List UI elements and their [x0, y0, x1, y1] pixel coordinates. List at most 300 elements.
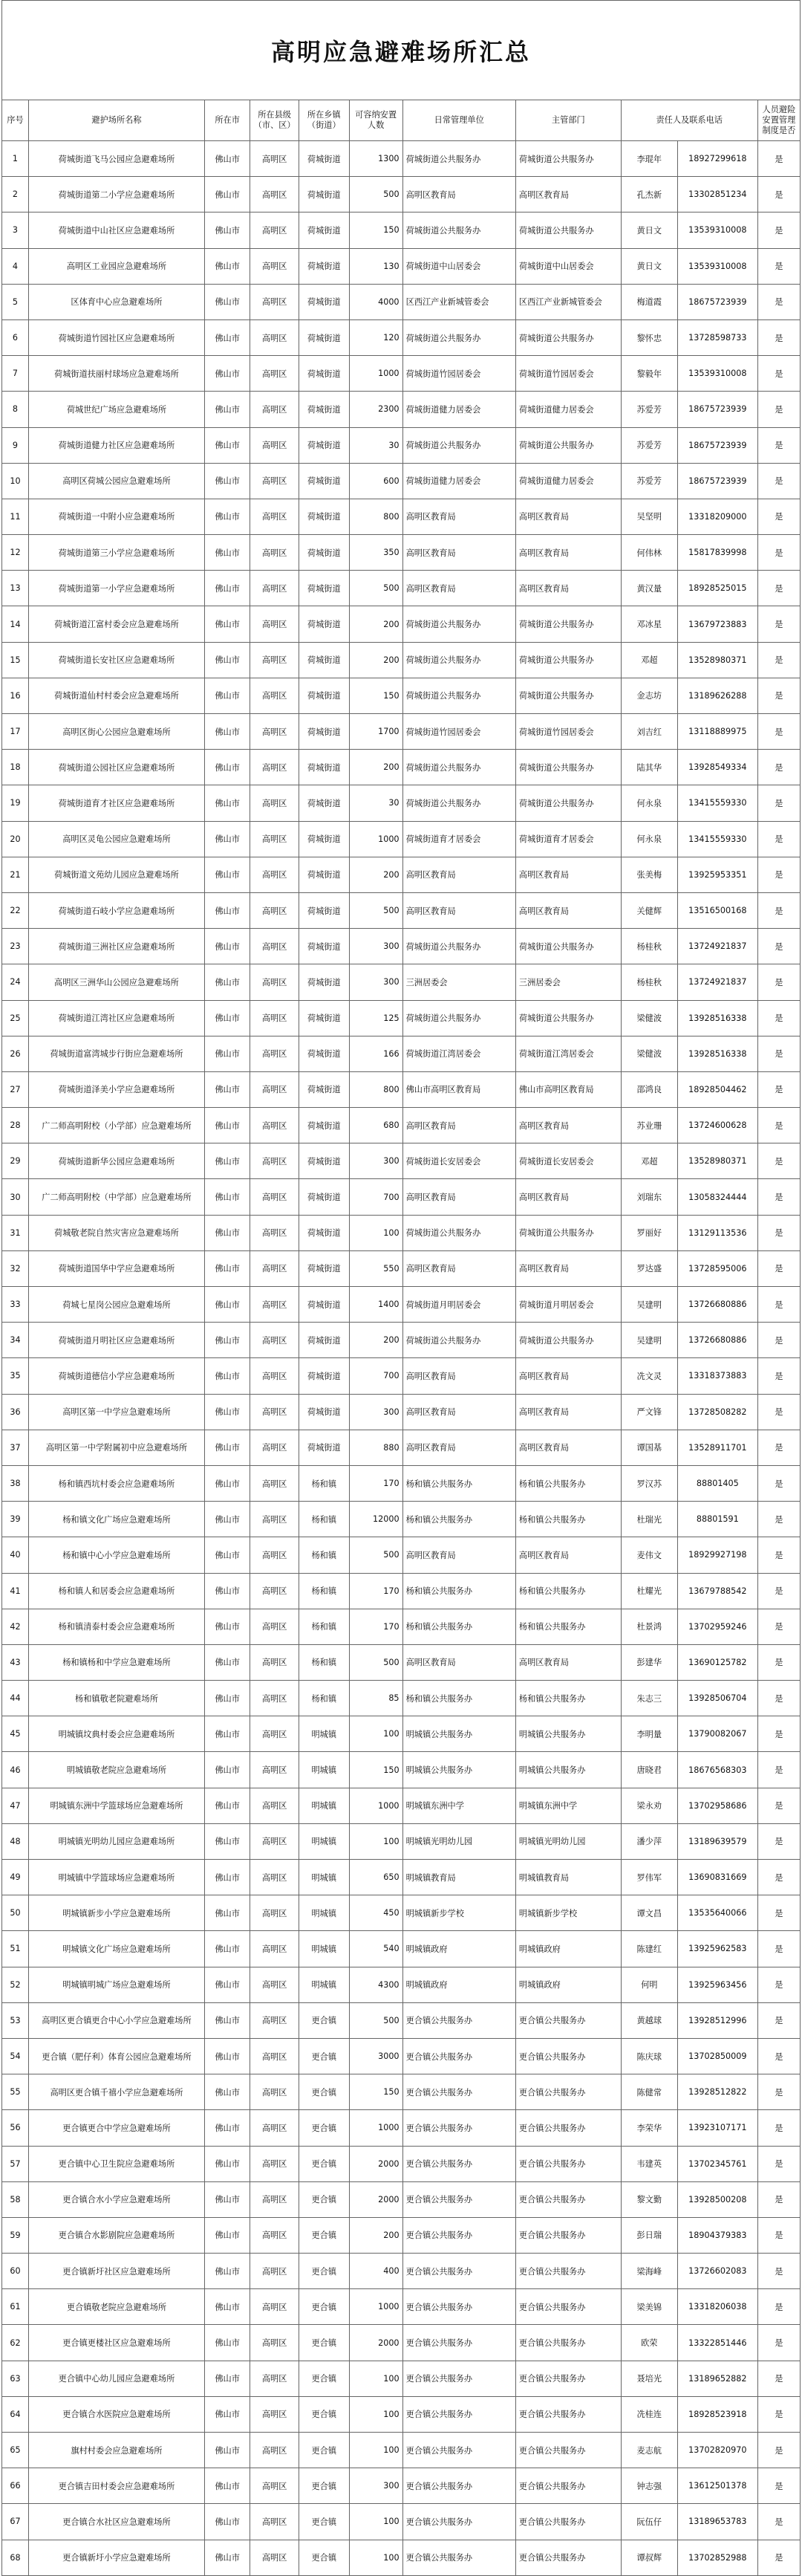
row-index-cell: 4	[2, 248, 29, 284]
row-index-cell: 28	[2, 1108, 29, 1143]
manager-cell: 杨和镇公共服务办	[402, 1465, 515, 1501]
contact-person-cell: 梁美锦	[621, 2289, 677, 2325]
table-row	[2, 2038, 801, 2074]
district-cell: 高明区	[250, 2361, 299, 2396]
contact-person-cell: 邓冰星	[621, 606, 677, 642]
policy-status-cell: 是	[757, 1287, 800, 1323]
contact-phone-cell: 13318209000	[677, 499, 757, 534]
header-district: 所在县级（市、区）	[250, 100, 299, 141]
shelter-name-cell: 明城镇光明幼儿园应急避难场所	[28, 1823, 204, 1859]
authority-cell: 荷城街道公共服务办	[515, 929, 621, 964]
authority-cell: 更合镇公共服务办	[515, 2289, 621, 2325]
manager-cell: 高明区教育局	[402, 1108, 515, 1143]
shelter-name-cell: 荷城街道德信小学应急避难场所	[28, 1358, 204, 1394]
contact-phone-cell: 18675723939	[677, 463, 757, 499]
policy-status-cell: 是	[757, 1250, 800, 1286]
shelter-name-cell: 高明区三洲华山公园应急避难场所	[28, 964, 204, 1000]
row-index-cell: 60	[2, 2254, 29, 2289]
table-header-row	[2, 100, 801, 141]
policy-status-cell: 是	[757, 1215, 800, 1250]
table-row	[2, 284, 801, 319]
authority-cell: 荷城街道长安居委会	[515, 1143, 621, 1179]
town-cell: 更合镇	[299, 2433, 349, 2468]
table-row	[2, 2468, 801, 2504]
table-row	[2, 1681, 801, 1716]
contact-phone-cell: 13728595006	[677, 1250, 757, 1286]
city-cell: 佛山市	[204, 678, 250, 713]
shelter-name-cell: 荷城街道泽美小学应急避难场所	[28, 1071, 204, 1107]
table-body	[2, 141, 801, 2576]
town-cell: 更合镇	[299, 2504, 349, 2540]
table-row	[2, 2289, 801, 2325]
policy-status-cell: 是	[757, 1179, 800, 1215]
table-row	[2, 356, 801, 392]
district-cell: 高明区	[250, 2433, 299, 2468]
manager-cell: 更合镇公共服务办	[402, 2396, 515, 2432]
shelter-name-cell: 旗村村委会应急避难场所	[28, 2433, 204, 2468]
district-cell: 高明区	[250, 248, 299, 284]
manager-cell: 明城镇光明幼儿园	[402, 1823, 515, 1859]
manager-cell: 荷城街道公共服务办	[402, 141, 515, 177]
capacity-cell: 130	[349, 248, 402, 284]
shelter-name-cell: 区体育中心应急避难场所	[28, 284, 204, 319]
policy-status-cell: 是	[757, 1000, 800, 1036]
manager-cell: 荷城街道公共服务办	[402, 319, 515, 355]
authority-cell: 更合镇公共服务办	[515, 2002, 621, 2038]
town-cell: 更合镇	[299, 2289, 349, 2325]
town-cell: 明城镇	[299, 1931, 349, 1967]
district-cell: 高明区	[250, 642, 299, 678]
district-cell: 高明区	[250, 1215, 299, 1250]
manager-cell: 荷城街道公共服务办	[402, 642, 515, 678]
contact-phone-cell: 13726680886	[677, 1287, 757, 1323]
capacity-cell: 1000	[349, 821, 402, 857]
district-cell: 高明区	[250, 356, 299, 392]
contact-person-cell: 罗汉苏	[621, 1465, 677, 1501]
contact-phone-cell: 13790082067	[677, 1716, 757, 1752]
shelter-name-cell: 明城镇东洲中学篮球场应急避难场所	[28, 1788, 204, 1823]
contact-person-cell: 梁海峰	[621, 2254, 677, 2289]
town-cell: 荷城街道	[299, 392, 349, 427]
table-row	[2, 1323, 801, 1358]
policy-status-cell: 是	[757, 1036, 800, 1071]
row-index-cell: 11	[2, 499, 29, 534]
policy-status-cell: 是	[757, 535, 800, 571]
header-authority: 主管部门	[515, 100, 621, 141]
manager-cell: 高明区教育局	[402, 1358, 515, 1394]
policy-status-cell: 是	[757, 821, 800, 857]
capacity-cell: 500	[349, 1537, 402, 1573]
capacity-cell: 1000	[349, 2110, 402, 2146]
capacity-cell: 350	[349, 535, 402, 571]
authority-cell: 更合镇公共服务办	[515, 2504, 621, 2540]
town-cell: 荷城街道	[299, 1287, 349, 1323]
capacity-cell: 150	[349, 1752, 402, 1788]
contact-phone-cell: 18928523918	[677, 2396, 757, 2432]
shelter-name-cell: 更合镇（肥仔利）体育公园应急避难场所	[28, 2038, 204, 2074]
district-cell: 高明区	[250, 535, 299, 571]
row-index-cell: 52	[2, 1967, 29, 2002]
contact-phone-cell: 13528980371	[677, 642, 757, 678]
row-index-cell: 45	[2, 1716, 29, 1752]
shelter-name-cell: 荷城街道新华公园应急避难场所	[28, 1143, 204, 1179]
town-cell: 荷城街道	[299, 212, 349, 248]
town-cell: 更合镇	[299, 2396, 349, 2432]
contact-person-cell: 陈建红	[621, 1931, 677, 1967]
district-cell: 高明区	[250, 1287, 299, 1323]
authority-cell: 荷城街道健力居委会	[515, 392, 621, 427]
manager-cell: 高明区教育局	[402, 1644, 515, 1680]
table-row	[2, 2540, 801, 2575]
city-cell: 佛山市	[204, 606, 250, 642]
manager-cell: 杨和镇公共服务办	[402, 1573, 515, 1609]
shelter-name-cell: 更合镇敬老院应急避难场所	[28, 2289, 204, 2325]
district-cell: 高明区	[250, 1000, 299, 1036]
shelter-name-cell: 杨和镇清泰村委会应急避难场所	[28, 1609, 204, 1644]
shelter-name-cell: 荷城街道富湾城步行街应急避难场所	[28, 1036, 204, 1071]
shelter-name-cell: 明城镇中学篮球场应急避难场所	[28, 1860, 204, 1895]
row-index-cell: 46	[2, 1752, 29, 1788]
authority-cell: 更合镇公共服务办	[515, 2433, 621, 2468]
district-cell: 高明区	[250, 1931, 299, 1967]
shelter-name-cell: 荷城街道三洲社区应急避难场所	[28, 929, 204, 964]
authority-cell: 更合镇公共服务办	[515, 2325, 621, 2361]
contact-phone-cell: 13928512996	[677, 2002, 757, 2038]
contact-phone-cell: 13539310008	[677, 212, 757, 248]
district-cell: 高明区	[250, 964, 299, 1000]
manager-cell: 荷城街道月明居委会	[402, 1287, 515, 1323]
table-row	[2, 2110, 801, 2146]
row-index-cell: 34	[2, 1323, 29, 1358]
town-cell: 荷城街道	[299, 177, 349, 212]
capacity-cell: 880	[349, 1430, 402, 1465]
row-index-cell: 68	[2, 2540, 29, 2575]
town-cell: 荷城街道	[299, 141, 349, 177]
policy-status-cell: 是	[757, 571, 800, 606]
policy-status-cell: 是	[757, 1823, 800, 1859]
authority-cell: 荷城街道健力居委会	[515, 463, 621, 499]
town-cell: 荷城街道	[299, 1108, 349, 1143]
district-cell: 高明区	[250, 427, 299, 463]
shelter-name-cell: 高明区街心公园应急避难场所	[28, 714, 204, 750]
contact-person-cell: 苏爱芳	[621, 463, 677, 499]
policy-status-cell: 是	[757, 1681, 800, 1716]
contact-phone-cell: 18676568303	[677, 1752, 757, 1788]
shelter-name-cell: 更合镇合水小学应急避难场所	[28, 2181, 204, 2217]
policy-status-cell: 是	[757, 212, 800, 248]
contact-person-cell: 陈庆球	[621, 2038, 677, 2074]
authority-cell: 荷城街道公共服务办	[515, 606, 621, 642]
town-cell: 杨和镇	[299, 1644, 349, 1680]
authority-cell: 更合镇公共服务办	[515, 2181, 621, 2217]
capacity-cell: 100	[349, 1215, 402, 1250]
row-index-cell: 41	[2, 1573, 29, 1609]
shelter-name-cell: 荷城街道健力社区应急避难场所	[28, 427, 204, 463]
table-row	[2, 1573, 801, 1609]
town-cell: 更合镇	[299, 2254, 349, 2289]
manager-cell: 荷城街道公共服务办	[402, 678, 515, 713]
policy-status-cell: 是	[757, 929, 800, 964]
manager-cell: 荷城街道公共服务办	[402, 427, 515, 463]
authority-cell: 明城镇教育局	[515, 1860, 621, 1895]
authority-cell: 高明区教育局	[515, 1430, 621, 1465]
contact-person-cell: 刘吉红	[621, 714, 677, 750]
shelter-name-cell: 更合镇更楼社区应急避难场所	[28, 2325, 204, 2361]
table-row	[2, 1071, 801, 1107]
capacity-cell: 170	[349, 1573, 402, 1609]
town-cell: 荷城街道	[299, 1250, 349, 1286]
town-cell: 荷城街道	[299, 1036, 349, 1071]
policy-status-cell: 是	[757, 141, 800, 177]
capacity-cell: 1000	[349, 1788, 402, 1823]
contact-phone-cell: 13925962583	[677, 1931, 757, 1967]
contact-person-cell: 黄日文	[621, 212, 677, 248]
row-index-cell: 5	[2, 284, 29, 319]
district-cell: 高明区	[250, 2254, 299, 2289]
town-cell: 更合镇	[299, 2540, 349, 2575]
table-row	[2, 821, 801, 857]
row-index-cell: 1	[2, 141, 29, 177]
row-index-cell: 48	[2, 1823, 29, 1859]
district-cell: 高明区	[250, 2074, 299, 2110]
row-index-cell: 7	[2, 356, 29, 392]
manager-cell: 荷城街道竹园居委会	[402, 356, 515, 392]
city-cell: 佛山市	[204, 392, 250, 427]
city-cell: 佛山市	[204, 1609, 250, 1644]
city-cell: 佛山市	[204, 2254, 250, 2289]
table-row	[2, 1250, 801, 1286]
row-index-cell: 8	[2, 392, 29, 427]
contact-phone-cell: 13702820970	[677, 2433, 757, 2468]
district-cell: 高明区	[250, 1860, 299, 1895]
policy-status-cell: 是	[757, 1323, 800, 1358]
city-cell: 佛山市	[204, 1573, 250, 1609]
town-cell: 荷城街道	[299, 857, 349, 892]
policy-status-cell: 是	[757, 1537, 800, 1573]
header-name: 避护场所名称	[28, 100, 204, 141]
manager-cell: 更合镇公共服务办	[402, 2146, 515, 2181]
town-cell: 荷城街道	[299, 785, 349, 821]
authority-cell: 高明区教育局	[515, 1644, 621, 1680]
town-cell: 荷城街道	[299, 642, 349, 678]
table-row	[2, 929, 801, 964]
table-row	[2, 392, 801, 427]
manager-cell: 明城镇政府	[402, 1931, 515, 1967]
contact-phone-cell: 18675723939	[677, 284, 757, 319]
contact-person-cell: 苏爱芳	[621, 427, 677, 463]
capacity-cell: 100	[349, 1823, 402, 1859]
contact-person-cell: 吴建明	[621, 1323, 677, 1358]
capacity-cell: 170	[349, 1465, 402, 1501]
row-index-cell: 17	[2, 714, 29, 750]
policy-status-cell: 是	[757, 2181, 800, 2217]
district-cell: 高明区	[250, 2540, 299, 2575]
town-cell: 荷城街道	[299, 427, 349, 463]
row-index-cell: 38	[2, 1465, 29, 1501]
table-row	[2, 248, 801, 284]
policy-status-cell: 是	[757, 2504, 800, 2540]
district-cell: 高明区	[250, 1394, 299, 1430]
manager-cell: 明城镇公共服务办	[402, 1752, 515, 1788]
manager-cell: 荷城街道公共服务办	[402, 1000, 515, 1036]
contact-person-cell: 麦伟文	[621, 1537, 677, 1573]
table-row	[2, 857, 801, 892]
authority-cell: 荷城街道竹园居委会	[515, 714, 621, 750]
policy-status-cell: 是	[757, 2289, 800, 2325]
capacity-cell: 120	[349, 319, 402, 355]
town-cell: 明城镇	[299, 1788, 349, 1823]
shelter-name-cell: 更合镇合水影剧院应急避难场所	[28, 2217, 204, 2253]
contact-person-cell: 吴建明	[621, 1287, 677, 1323]
row-index-cell: 42	[2, 1609, 29, 1644]
policy-status-cell: 是	[757, 1108, 800, 1143]
contact-phone-cell: 13612501378	[677, 2468, 757, 2504]
contact-person-cell: 刘瑞东	[621, 1179, 677, 1215]
contact-person-cell: 黎毅年	[621, 356, 677, 392]
policy-status-cell: 是	[757, 1358, 800, 1394]
capacity-cell: 300	[349, 929, 402, 964]
capacity-cell: 200	[349, 750, 402, 785]
table-row	[2, 1752, 801, 1788]
contact-person-cell: 黄越球	[621, 2002, 677, 2038]
row-index-cell: 19	[2, 785, 29, 821]
manager-cell: 荷城街道长安居委会	[402, 1143, 515, 1179]
shelter-name-cell: 荷城街道江湾社区应急避难场所	[28, 1000, 204, 1036]
row-index-cell: 13	[2, 571, 29, 606]
table-row	[2, 2181, 801, 2217]
city-cell: 佛山市	[204, 427, 250, 463]
contact-person-cell: 阮伍仔	[621, 2504, 677, 2540]
policy-status-cell: 是	[757, 892, 800, 928]
row-index-cell: 51	[2, 1931, 29, 1967]
capacity-cell: 550	[349, 1250, 402, 1286]
contact-phone-cell: 88801591	[677, 1502, 757, 1537]
district-cell: 高明区	[250, 1681, 299, 1716]
manager-cell: 荷城街道育才居委会	[402, 821, 515, 857]
manager-cell: 荷城街道中山居委会	[402, 248, 515, 284]
city-cell: 佛山市	[204, 1215, 250, 1250]
manager-cell: 更合镇公共服务办	[402, 2504, 515, 2540]
city-cell: 佛山市	[204, 2468, 250, 2504]
row-index-cell: 55	[2, 2074, 29, 2110]
contact-person-cell: 陈健常	[621, 2074, 677, 2110]
policy-status-cell: 是	[757, 2433, 800, 2468]
capacity-cell: 100	[349, 2540, 402, 2575]
capacity-cell: 300	[349, 1394, 402, 1430]
contact-person-cell: 谭文昌	[621, 1895, 677, 1931]
table-row	[2, 1644, 801, 1680]
policy-status-cell: 是	[757, 427, 800, 463]
manager-cell: 荷城街道江湾居委会	[402, 1036, 515, 1071]
district-cell: 高明区	[250, 1895, 299, 1931]
district-cell: 高明区	[250, 1823, 299, 1859]
shelter-name-cell: 荷城街道公园社区应急避难场所	[28, 750, 204, 785]
table-row	[2, 1609, 801, 1644]
manager-cell: 荷城街道公共服务办	[402, 1215, 515, 1250]
contact-phone-cell: 15817839998	[677, 535, 757, 571]
policy-status-cell: 是	[757, 2038, 800, 2074]
manager-cell: 更合镇公共服务办	[402, 2002, 515, 2038]
shelter-name-cell: 荷城街道飞马公园应急避难场所	[28, 141, 204, 177]
shelter-name-cell: 更合镇新圩社区应急避难场所	[28, 2254, 204, 2289]
table-row	[2, 499, 801, 534]
table-row	[2, 1537, 801, 1573]
shelter-name-cell: 广二师高明附校（小学部）应急避难场所	[28, 1108, 204, 1143]
capacity-cell: 700	[349, 1358, 402, 1394]
district-cell: 高明区	[250, 463, 299, 499]
authority-cell: 高明区教育局	[515, 857, 621, 892]
city-cell: 佛山市	[204, 535, 250, 571]
manager-cell: 荷城街道公共服务办	[402, 1323, 515, 1358]
city-cell: 佛山市	[204, 2074, 250, 2110]
city-cell: 佛山市	[204, 1967, 250, 2002]
capacity-cell: 170	[349, 1609, 402, 1644]
town-cell: 明城镇	[299, 1860, 349, 1895]
district-cell: 高明区	[250, 1323, 299, 1358]
row-index-cell: 56	[2, 2110, 29, 2146]
contact-person-cell: 邓超	[621, 1143, 677, 1179]
policy-status-cell: 是	[757, 1394, 800, 1430]
shelter-name-cell: 荷城街道一中附小应急避难场所	[28, 499, 204, 534]
row-index-cell: 53	[2, 2002, 29, 2038]
row-index-cell: 54	[2, 2038, 29, 2074]
district-cell: 高明区	[250, 2002, 299, 2038]
contact-person-cell: 邓超	[621, 642, 677, 678]
shelter-name-cell: 荷城街道扶丽村球场应急避难场所	[28, 356, 204, 392]
authority-cell: 更合镇公共服务办	[515, 2361, 621, 2396]
table-row	[2, 1394, 801, 1430]
city-cell: 佛山市	[204, 964, 250, 1000]
capacity-cell: 30	[349, 785, 402, 821]
city-cell: 佛山市	[204, 1931, 250, 1967]
manager-cell: 明城镇公共服务办	[402, 1716, 515, 1752]
authority-cell: 荷城街道公共服务办	[515, 785, 621, 821]
contact-phone-cell: 13928500208	[677, 2181, 757, 2217]
contact-phone-cell: 13189639579	[677, 1823, 757, 1859]
authority-cell: 高明区教育局	[515, 177, 621, 212]
header-town: 所在乡镇（街道）	[299, 100, 349, 141]
row-index-cell: 12	[2, 535, 29, 571]
capacity-cell: 2000	[349, 2325, 402, 2361]
city-cell: 佛山市	[204, 571, 250, 606]
manager-cell: 高明区教育局	[402, 499, 515, 534]
policy-status-cell: 是	[757, 2217, 800, 2253]
table-row	[2, 1430, 801, 1465]
policy-status-cell: 是	[757, 2146, 800, 2181]
contact-phone-cell: 13690125782	[677, 1644, 757, 1680]
contact-phone-cell: 13058324444	[677, 1179, 757, 1215]
authority-cell: 高明区教育局	[515, 571, 621, 606]
shelter-name-cell: 更合镇吉田村委会应急避难场所	[28, 2468, 204, 2504]
contact-person-cell: 杨桂秋	[621, 929, 677, 964]
district-cell: 高明区	[250, 2146, 299, 2181]
shelter-name-cell: 高明区第一中学附属初中应急避难场所	[28, 1430, 204, 1465]
district-cell: 高明区	[250, 929, 299, 964]
capacity-cell: 700	[349, 1179, 402, 1215]
contact-person-cell: 麦志航	[621, 2433, 677, 2468]
table-row	[2, 1788, 801, 1823]
town-cell: 更合镇	[299, 2217, 349, 2253]
table-row	[2, 892, 801, 928]
contact-person-cell: 杨桂秋	[621, 964, 677, 1000]
town-cell: 荷城街道	[299, 1394, 349, 1430]
district-cell: 高明区	[250, 177, 299, 212]
capacity-cell: 540	[349, 1931, 402, 1967]
contact-phone-cell: 18675723939	[677, 427, 757, 463]
contact-phone-cell: 13322851446	[677, 2325, 757, 2361]
city-cell: 佛山市	[204, 177, 250, 212]
city-cell: 佛山市	[204, 463, 250, 499]
